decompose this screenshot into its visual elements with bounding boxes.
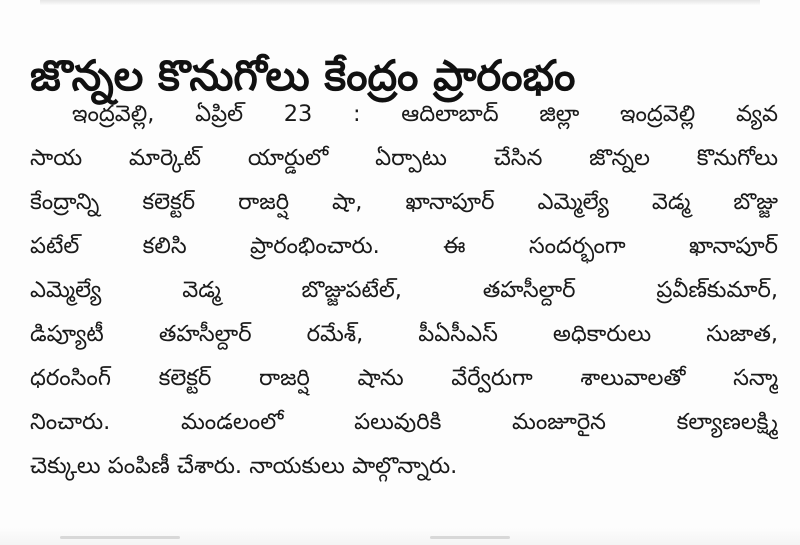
article-line: కేంద్రాన్ని కలెక్టర్ రాజర్షి షా, ఖానాపూర్ ఎమ్మెల్యే వెడ్మ బొజ్జు <box>30 189 778 215</box>
article-headline: జొన్నల కొనుగోలు కేంద్రం ప్రారంభం <box>30 51 576 101</box>
article-line: డిప్యూటీ తహసీల్దార్ రమేశ్, పీఏసీఎస్ అధికారులు సుజాత, <box>30 321 778 347</box>
article-line: ధరంసింగ్ కలెక్టర్ రాజర్షి షాను వేర్వేరుగా శాలువాలతో సన్మా <box>30 365 778 391</box>
article-line: పటేల్ కలిసి ప్రారంభించారు. ఈ సందర్భంగా ఖానాపూర్ <box>30 233 778 259</box>
next-article-fragment <box>60 536 180 539</box>
article-line: సాయ మార్కెట్ యార్డులో ఏర్పాటు చేసిన జొన్నల కొనుగోలు <box>30 145 778 171</box>
article-line: నించారు. మండలంలో పలువురికి మంజూరైన కల్యాణలక్ష్మి <box>30 409 778 435</box>
article-body <box>30 92 778 488</box>
article-line: ఎమ్మెల్యే వెడ్మ బొజ్జుపటేల్, తహసీల్దార్ ప్రవీణ్‌కుమార్, <box>30 277 778 303</box>
top-cut-edge <box>40 0 760 6</box>
next-article-fragment <box>430 536 510 539</box>
article-line: చెక్కులు పంపిణీ చేశారు. నాయకులు పాల్గొన్నారు. <box>30 453 458 479</box>
article-line: ఇంద్రవెల్లి, ఏప్రిల్ 23 : ఆదిలాబాద్ జిల్లా ఇంద్రవెల్లి వ్యవ <box>72 101 778 127</box>
